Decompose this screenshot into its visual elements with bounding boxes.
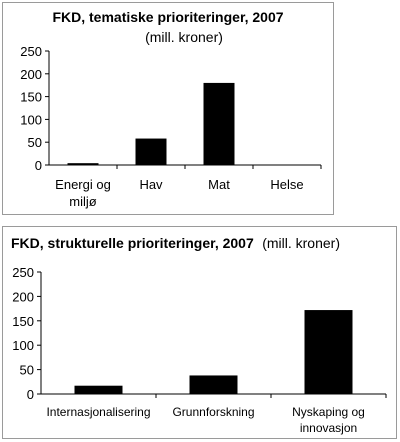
y-tick-label: 200	[20, 66, 42, 82]
y-tick-label: 250	[20, 44, 42, 59]
chart-subtitle: (mill. kroner)	[262, 235, 340, 251]
chart-strukturelle	[2, 226, 397, 439]
y-tick-label: 150	[20, 89, 42, 105]
chart-title: FKD, tematiske prioriteringer, 2007	[52, 9, 284, 25]
y-tick-label: 250	[12, 265, 34, 280]
bar	[136, 139, 167, 165]
bar	[190, 375, 238, 394]
chart-title: FKD, strukturelle prioriteringer, 2007	[11, 235, 254, 251]
chart-title-line	[11, 235, 340, 252]
y-tick-label: 50	[27, 135, 42, 151]
x-tick-label	[208, 177, 230, 192]
x-tick-label-line: Mat	[208, 177, 230, 192]
x-tick-label-line: Internasjonalisering	[46, 405, 151, 419]
bar	[75, 386, 123, 394]
x-tick-label-line: Grunnforskning	[172, 405, 255, 419]
y-tick-label: 50	[19, 362, 34, 378]
chart-subtitle: (mill. kroner)	[145, 29, 223, 45]
y-tick-label: 0	[26, 387, 34, 402]
x-tick-label-line: Helse	[270, 177, 304, 192]
x-tick-label-line: miljø	[69, 194, 97, 209]
plot-area	[20, 44, 321, 209]
x-tick-label	[292, 405, 365, 435]
bar	[305, 310, 353, 394]
x-tick-label	[172, 405, 254, 419]
x-tick-label	[270, 177, 303, 192]
x-tick-label-line: Energi og	[55, 177, 111, 192]
plot-area	[12, 265, 386, 435]
y-tick-label: 150	[12, 313, 34, 329]
x-tick-label	[55, 177, 111, 209]
x-tick-label	[46, 405, 150, 419]
chart-strukturelle-svg	[3, 227, 396, 438]
chart-tematiske	[2, 2, 334, 215]
bar	[68, 163, 99, 165]
chart-tematiske-svg	[3, 3, 333, 214]
y-tick-label: 100	[20, 112, 42, 128]
x-tick-label-line: Hav	[139, 177, 163, 192]
x-tick-label	[139, 177, 163, 192]
x-tick-label-line: Nyskaping og	[292, 405, 365, 419]
y-tick-label: 100	[12, 338, 34, 354]
x-tick-label-line: innovasjon	[299, 421, 358, 435]
y-tick-label: 200	[12, 289, 34, 305]
bar	[204, 83, 235, 165]
y-tick-label: 0	[34, 158, 42, 173]
